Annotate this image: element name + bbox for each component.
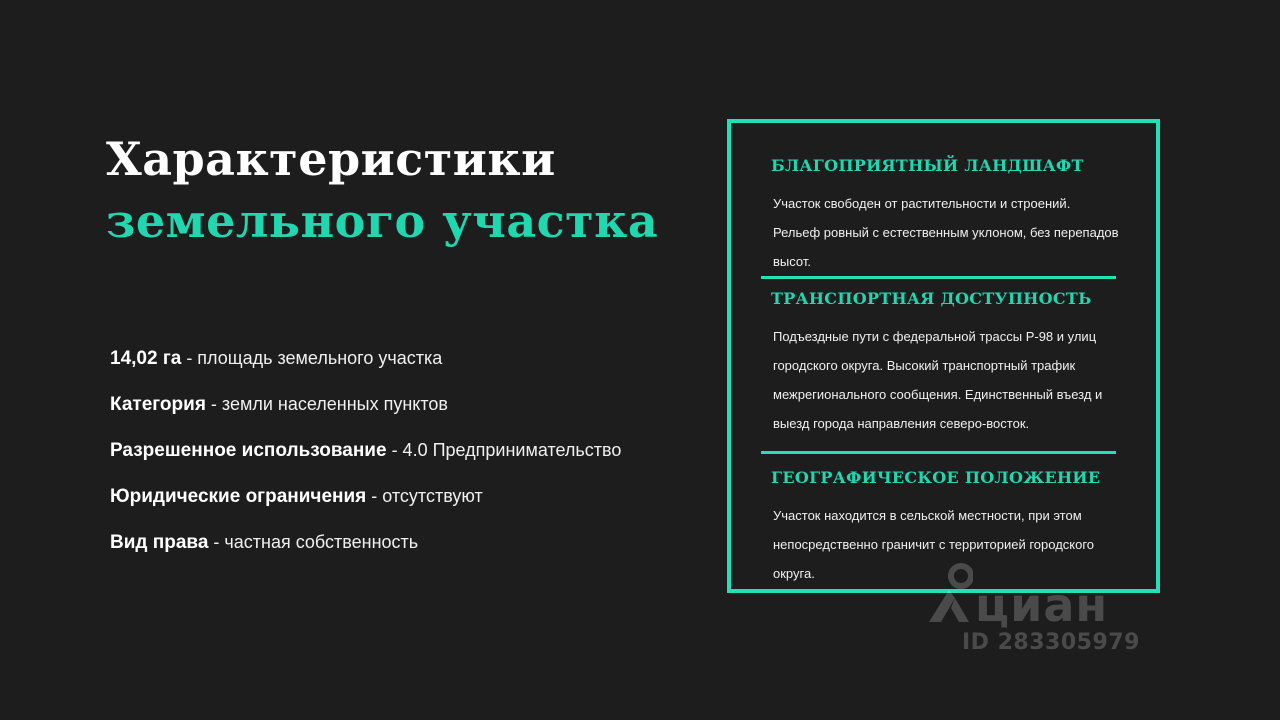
section-text: Участок находится в сельской местности, при этом непосредственно граничит с территорией городского округа.	[773, 508, 1095, 581]
features-panel	[727, 119, 1160, 593]
title-line-2: земельного участка	[106, 194, 659, 248]
section-divider	[761, 451, 1116, 454]
section-heading: ГЕОГРАФИЧЕСКОЕ ПОЛОЖЕНИЕ	[771, 468, 1101, 487]
fact-ownership	[110, 532, 621, 578]
watermark-id: ID 283305979	[962, 630, 1140, 655]
fact-value: - частная собственность	[208, 532, 419, 552]
section-text: Участок свободен от растительности и строений. Рельеф ровный с естественным уклоном, без перепадов высот.	[773, 196, 1119, 269]
fact-key: Разрешенное использование	[110, 440, 387, 461]
section-text: Подъездные пути с федеральной трассы Р-98 и улиц городского округа. Высокий транспортный трафик межрегионального сообщения. Единственный въезд и выезд города направления северо-восток.	[773, 329, 1103, 431]
section-transport	[771, 289, 1121, 438]
fact-value: - 4.0 Предпринимательство	[386, 440, 622, 460]
title-line-1: Характеристики	[106, 132, 556, 186]
page-title	[106, 128, 658, 252]
facts-list	[110, 348, 621, 578]
fact-key: 14,02 га	[110, 348, 182, 369]
watermark-brand: циан	[975, 578, 1109, 632]
section-landscape	[771, 156, 1121, 276]
fact-area	[110, 348, 621, 394]
fact-permitted-use	[110, 440, 621, 486]
section-heading: БЛАГОПРИЯТНЫЙ ЛАНДШАФТ	[771, 156, 1084, 175]
fact-value: - отсутствуют	[366, 486, 483, 506]
fact-key: Юридические ограничения	[110, 486, 367, 507]
cian-watermark	[925, 560, 1155, 660]
section-divider	[761, 276, 1116, 279]
fact-value: - площадь земельного участка	[181, 348, 443, 368]
fact-category	[110, 394, 621, 440]
fact-value: - земли населенных пунктов	[205, 394, 448, 414]
fact-legal-restrictions	[110, 486, 621, 532]
fact-key: Вид права	[110, 532, 209, 553]
section-heading: ТРАНСПОРТНАЯ ДОСТУПНОСТЬ	[771, 289, 1092, 308]
fact-key: Категория	[110, 394, 206, 415]
location-pin-icon	[925, 562, 973, 626]
